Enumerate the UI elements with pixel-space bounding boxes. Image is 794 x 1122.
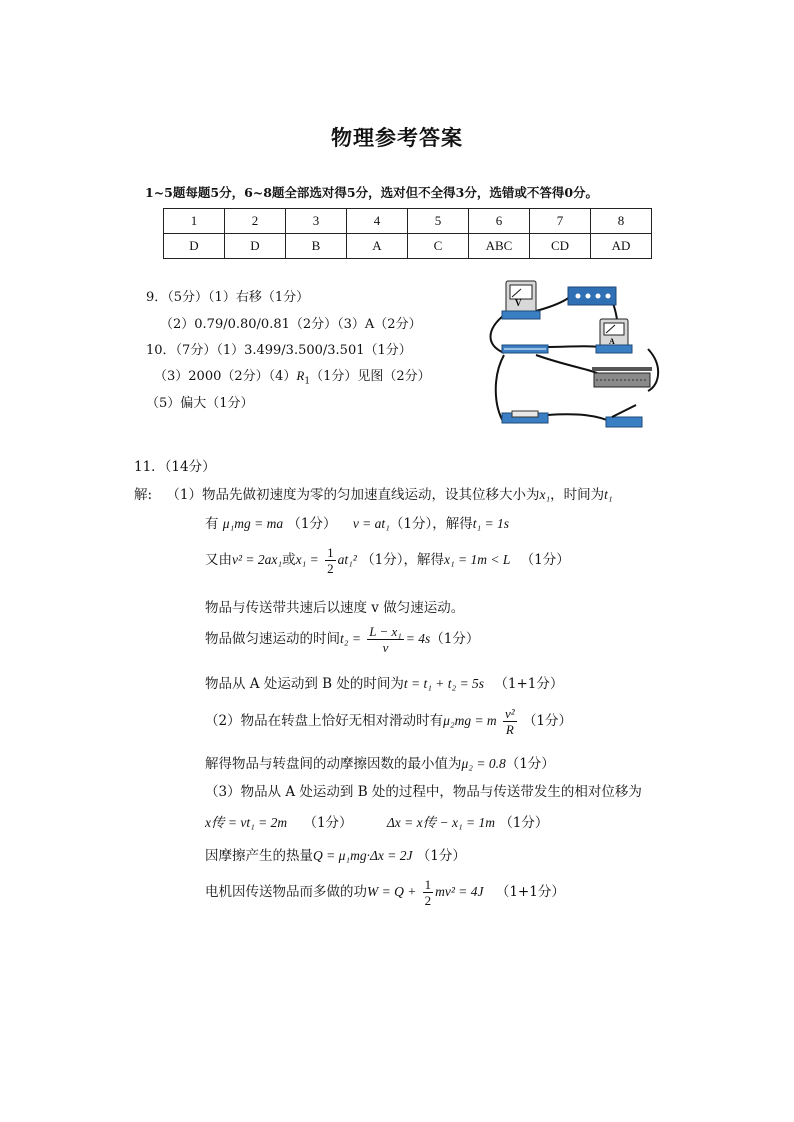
equation-friction: μ₁mg = ma	[222, 516, 284, 531]
line-text: （2）物品在转盘上恰好无相对滑动时有	[205, 713, 444, 729]
question-number-cell: 3	[286, 209, 347, 234]
q10-line2-pre: （3）2000（2分）（4）	[154, 369, 297, 384]
fraction-denominator: R	[505, 722, 514, 737]
question-number-cell: 8	[591, 209, 652, 234]
equation-work-tail: mv² = 4J	[435, 884, 484, 899]
line-text: 电机因传送物品而多做的功	[205, 884, 367, 900]
score-label: （1分）	[522, 713, 573, 729]
q11-line6	[205, 672, 563, 692]
q11-line4: 物品与传送带共速后以速度 v 做匀速运动。	[205, 600, 465, 616]
scoring-instructions: 1~5题每题5分，6~8题全部选对得5分，选对但不全得3分，选错或不答得0分。	[145, 185, 599, 200]
fraction-denominator: 2	[327, 561, 334, 576]
equation-kinematic: v² = 2ax₁	[232, 552, 283, 567]
q11-line3	[205, 545, 570, 576]
ammeter-icon	[596, 319, 632, 353]
answer-cell: B	[286, 234, 347, 259]
q11-line5	[205, 624, 479, 655]
answer-table-number-row	[164, 209, 652, 234]
score-label: （1分）	[416, 848, 466, 864]
q11-line11	[205, 844, 466, 864]
equation-time: t₂ =	[340, 631, 361, 646]
score-label: （1分）	[287, 516, 337, 532]
line-text: 解得物品与转盘间的动摩擦因数的最小值为	[205, 756, 462, 772]
equation-displacement-tail: at₁²	[337, 552, 357, 567]
q9-line2: （2）0.79/0.80/0.81（2分）（3）A（2分）	[160, 317, 422, 332]
ammeter-label: A	[609, 337, 615, 346]
q11-line10	[205, 811, 548, 831]
q11-line1-mid: ，时间为	[550, 487, 605, 503]
q10-resistor-sub: 1	[304, 376, 311, 387]
solve-label: 解:	[134, 487, 153, 503]
q10-line2	[154, 365, 431, 387]
question-number-cell: 2	[225, 209, 286, 234]
answer-table-answer-row	[164, 234, 652, 259]
var-x1: x₁	[539, 487, 551, 502]
equation-result: t₁ = 1s	[472, 516, 510, 531]
fraction-half	[423, 877, 434, 908]
score-label: （1+1分）	[495, 884, 565, 900]
fraction-numerator: L − x₁	[369, 624, 402, 639]
fraction-numerator: v²	[504, 706, 515, 721]
answer-cell: AD	[591, 234, 652, 259]
score-label: （1分），解得	[389, 516, 473, 532]
fixed-resistor-icon	[502, 411, 548, 423]
equation-work: W = Q +	[367, 884, 417, 899]
score-label: （1分）	[499, 815, 549, 831]
equation-displacement: x₁ =	[295, 552, 319, 567]
answer-cell: D	[164, 234, 225, 259]
equation-heat: Q = μ₁mg·Δx = 2J	[313, 848, 413, 863]
score-label: （1分）	[505, 756, 555, 772]
equation-belt-displacement: x传 = vt₁ = 2m	[205, 815, 288, 830]
question-number-cell: 5	[408, 209, 469, 234]
q11-line2	[205, 512, 509, 532]
line-text: 又由	[205, 552, 232, 568]
answer-cell: D	[225, 234, 286, 259]
circuit-diagram	[488, 275, 660, 435]
fraction-denominator: 2	[424, 893, 432, 908]
answer-cell: CD	[530, 234, 591, 259]
fraction-centripetal	[503, 706, 517, 737]
q11-line12	[205, 877, 565, 908]
question-number-cell: 7	[530, 209, 591, 234]
q11-line1-text: （1）物品先做初速度为零的匀加速直线运动，设其位移大小为	[166, 487, 540, 503]
q11-line9: （3）物品从 A 处运动到 B 处的过程中，物品与传送带发生的相对位移为	[205, 784, 642, 800]
score-label: （1分）	[430, 631, 480, 647]
rheostat-icon	[592, 367, 652, 387]
switch-icon	[606, 405, 642, 427]
fraction-denominator: v	[382, 640, 389, 655]
line-text: 因摩擦产生的热量	[205, 848, 313, 864]
fraction-half	[325, 545, 336, 576]
page-title: 物理参考答案	[331, 125, 463, 150]
equation-centripetal: μ₂mg = m	[443, 713, 497, 728]
answer-cell: C	[408, 234, 469, 259]
fraction-time	[367, 624, 404, 655]
line-text: 物品做匀速运动的时间	[205, 631, 340, 647]
score-label: （1分）	[520, 552, 570, 568]
answer-cell: A	[347, 234, 408, 259]
q10-line2-post: （1分）见图（2分）	[310, 369, 431, 384]
q11-header: 11．（14分）	[134, 459, 216, 475]
var-t1: t₁	[604, 487, 613, 502]
q10-line1: 10．（7分）（1）3.499/3.500/3.501（1分）	[146, 343, 412, 358]
resistance-wire-icon	[502, 345, 548, 353]
score-label: （1+1分）	[494, 676, 564, 692]
question-number-cell: 1	[164, 209, 225, 234]
battery-box-icon	[568, 287, 616, 305]
q11-line1	[134, 483, 613, 503]
equation-result: = 4s	[405, 631, 431, 646]
voltmeter-label: V	[515, 298, 522, 308]
equation-velocity: v = at₁	[352, 516, 390, 531]
question-number-cell: 4	[347, 209, 408, 234]
q9-line1: 9．（5分）（1）右移（1分）	[146, 290, 310, 305]
voltmeter-icon	[502, 281, 540, 319]
q10-resistor-var: R	[296, 368, 305, 383]
q10-line3: （5）偏大（1分）	[146, 396, 254, 411]
equation-result: x₁ = 1m < L	[443, 552, 511, 567]
line-text: 或	[282, 552, 296, 568]
question-number-cell: 6	[469, 209, 530, 234]
equation-mu2: μ₂ = 0.8	[461, 756, 506, 771]
score-label: （1分）	[303, 815, 353, 831]
fraction-numerator: 1	[424, 877, 432, 892]
equation-relative-displacement: Δx = x传 − x₁ = 1m	[386, 815, 496, 830]
answer-cell: ABC	[469, 234, 530, 259]
equation-total-time: t = t₁ + t₂ = 5s	[403, 676, 485, 691]
answer-table	[163, 208, 652, 259]
q11-line7	[205, 706, 572, 737]
line-text: 物品从 A 处运动到 B 处的时间为	[205, 676, 404, 692]
fraction-numerator: 1	[327, 545, 334, 560]
q11-line8	[205, 752, 555, 772]
line-text: 有	[205, 516, 219, 532]
score-label: （1分），解得	[361, 552, 444, 568]
